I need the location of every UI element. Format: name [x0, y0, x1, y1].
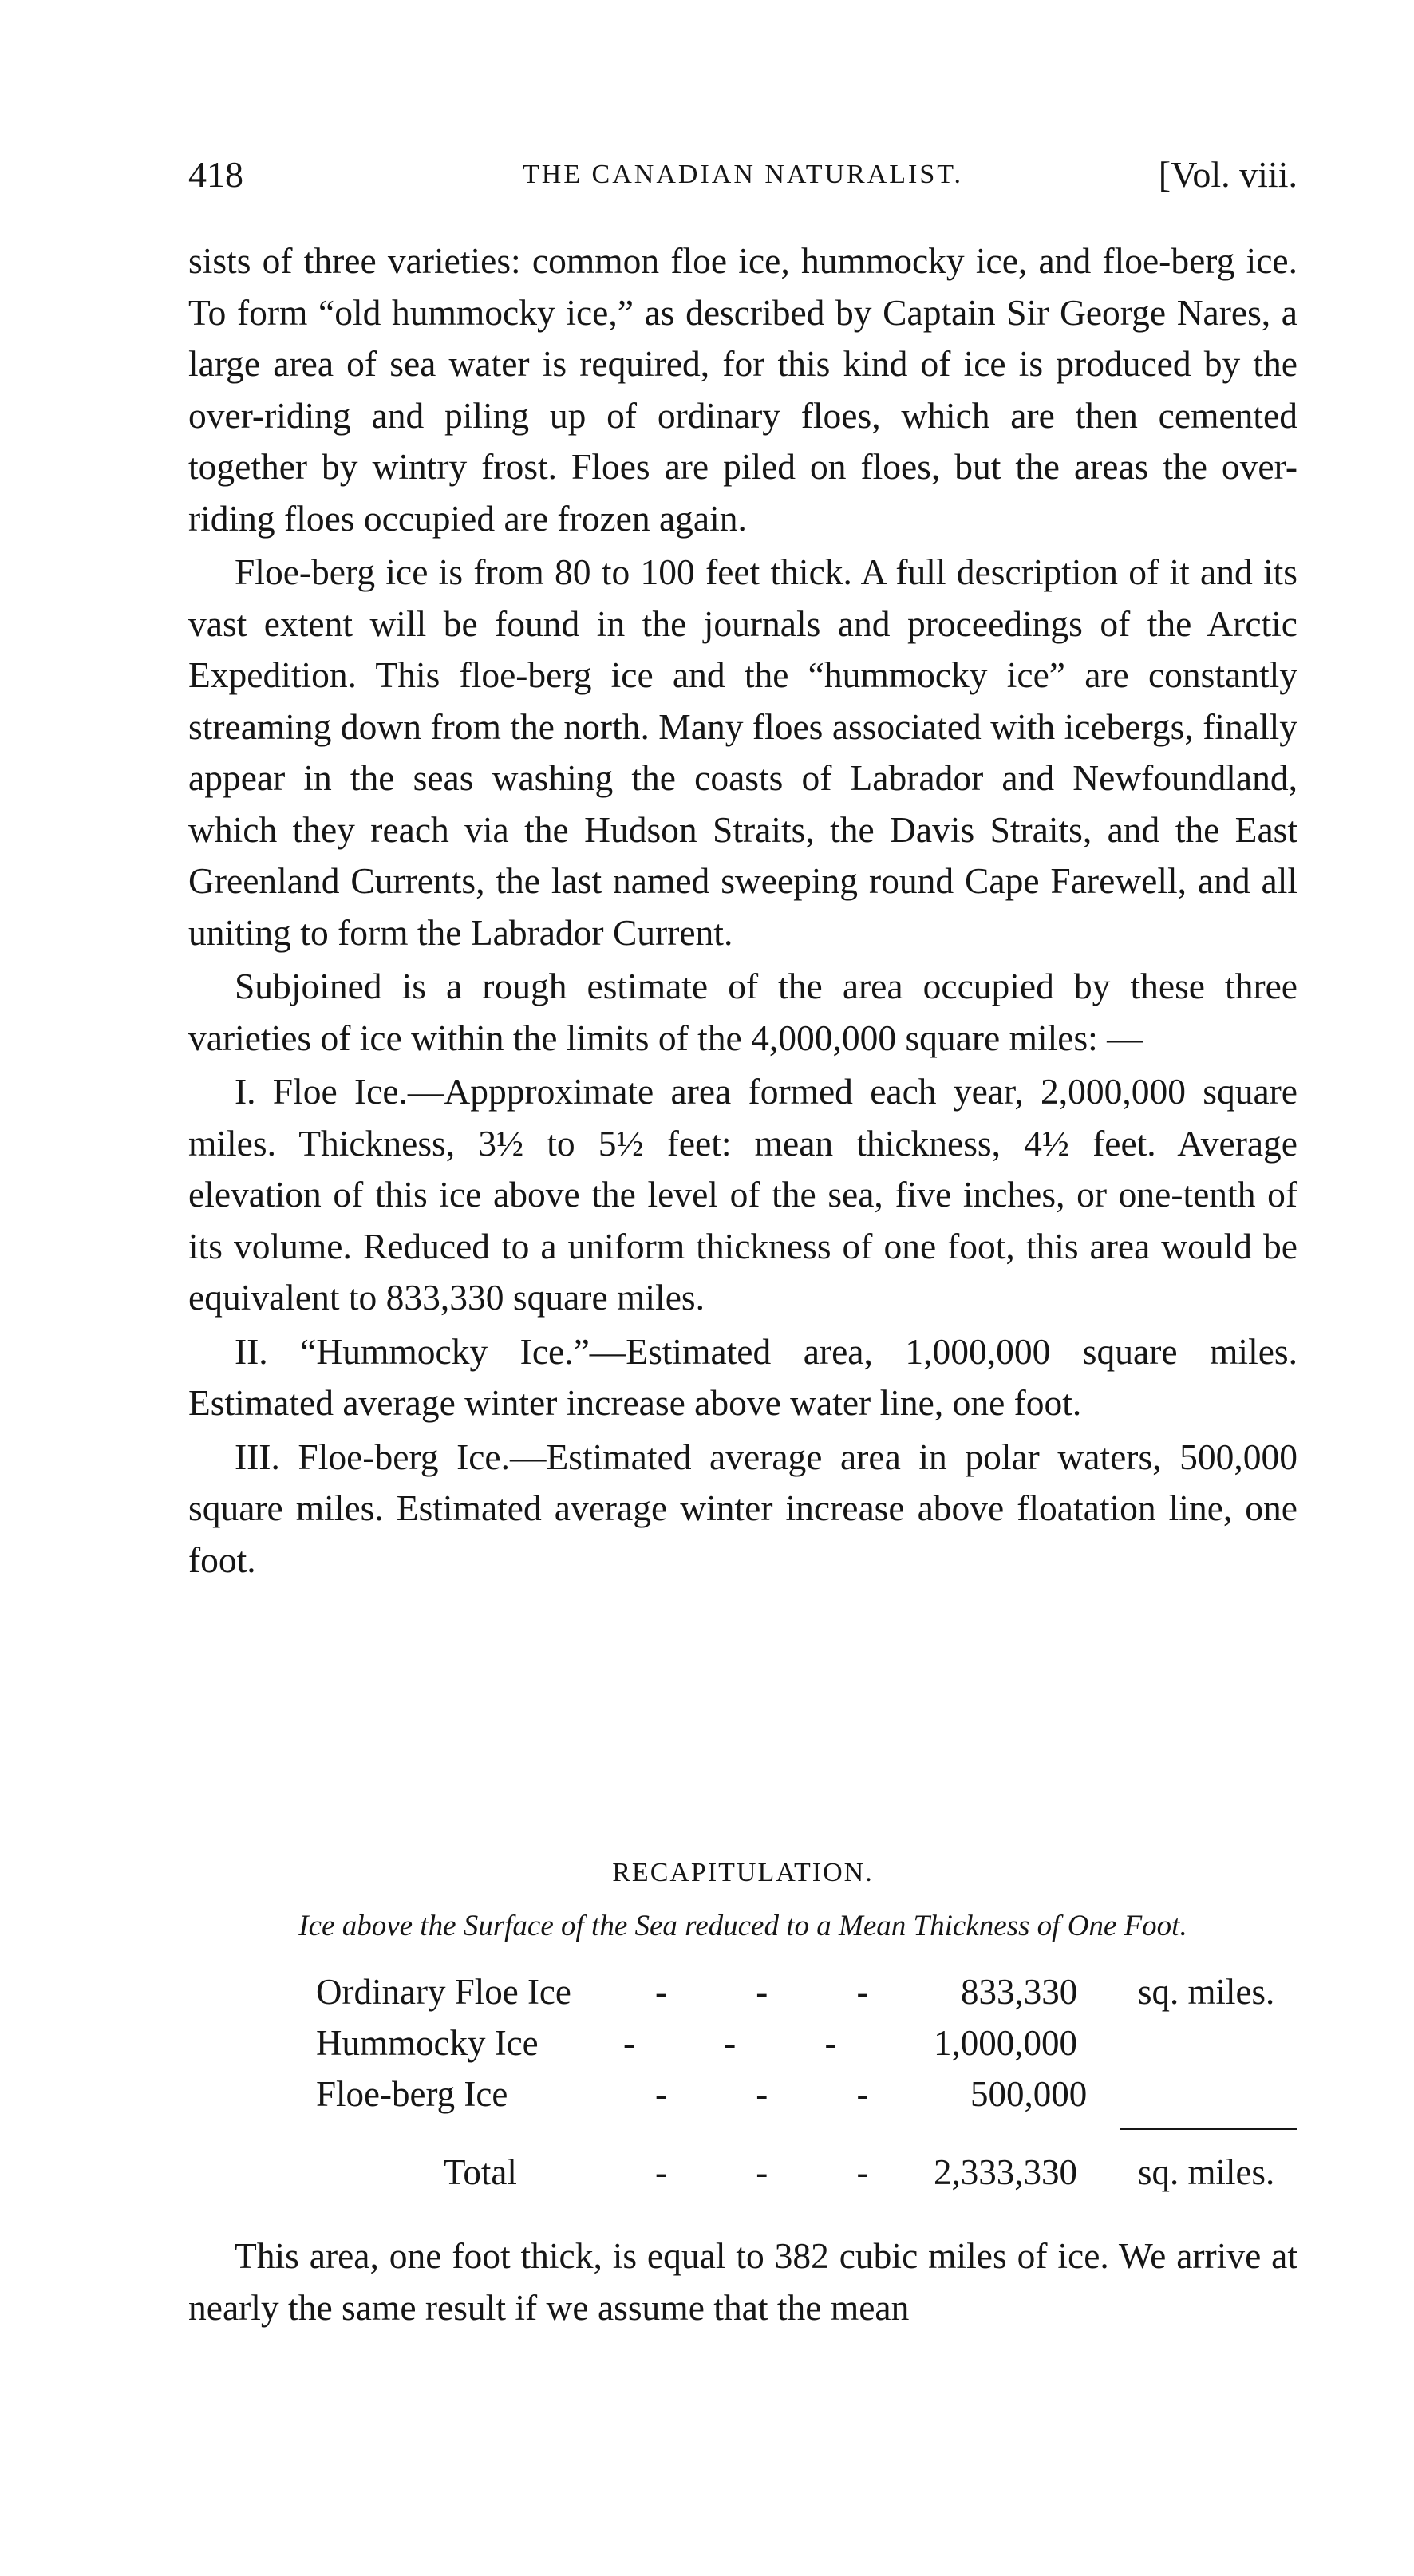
- body-text: [188, 235, 1297, 1588]
- closing-text: [188, 2230, 1297, 2333]
- table-row: [188, 2022, 1297, 2072]
- total-row: [188, 2151, 1297, 2201]
- paragraph-hummocky-ice: II. “Hummocky Ice.”—Estimated area, 1,000,000 square miles. Estimated average winter increase above water line, one foot.: [188, 1330, 1297, 1423]
- paragraph-floe-berg: Floe-berg ice is from 80 to 100 feet thick. A full description of it and its vast extent will be found in the journals and proceedings of the Arctic Expedition. This floe-berg ice and the “hummocky ice” are constantly streaming down from the north. Many floes associated with icebergs, finally appear in the seas washing the coasts of Labrador and Newfoundland, which they reach via the Hudson Straits, the Davis Straits, and the East Greenland Currents, the last named sweeping round Cape Farewell, and all uniting to form the Labrador Current.: [188, 551, 1297, 953]
- total-unit: sq. miles.: [1138, 2152, 1275, 2192]
- volume-label: [Vol. viii.: [1158, 154, 1297, 195]
- row-label: Hummocky Ice: [316, 2023, 539, 2063]
- row-label: Ordinary Floe Ice: [316, 1972, 571, 2012]
- table-row: [188, 2073, 1297, 2123]
- total-value: 2,333,330: [934, 2152, 1077, 2192]
- total-label: Total: [444, 2152, 517, 2192]
- paragraph-estimate-intro: Subjoined is a rough estimate of the area occupied by these three varieties of ice within the limits of the 4,000,000 square miles: —: [188, 966, 1297, 1058]
- recapitulation-title: RECAPITULATION.: [612, 1858, 874, 1887]
- row-value: 1,000,000: [934, 2023, 1077, 2063]
- page-header: [188, 153, 1297, 209]
- recapitulation-subtitle: Ice above the Surface of the Sea reduced to a Mean Thickness of One Foot.: [298, 1910, 1187, 1942]
- paragraph-floe-ice: I. Floe Ice.—Appproximate area formed each year, 2,000,000 square miles. Thickness, 3½ to 5½ feet: mean thickness, 4½ feet. Average elevation of this ice above the level of the sea, five inches, or one-tenth of its volume. Reduced to a uniform thickness of one foot, this area would be equivalent to 833,330 square miles.: [188, 1071, 1297, 1318]
- paragraph-closing: This area, one foot thick, is equal to 382 cubic miles of ice. We arrive at nearly the same result if we assume that the mean: [188, 2235, 1297, 2328]
- table-row: [188, 1971, 1297, 2021]
- row-unit: sq. miles.: [1138, 1972, 1275, 2012]
- total-leader: - - -: [655, 2152, 909, 2192]
- row-label: Floe-berg Ice: [316, 2074, 508, 2114]
- row-leader: - - -: [655, 2074, 909, 2114]
- total-rule: [1120, 2128, 1297, 2130]
- running-title: THE CANADIAN NATURALIST.: [522, 160, 964, 189]
- page-number: 418: [188, 154, 243, 195]
- row-leader: - - -: [623, 2023, 877, 2063]
- row-value: 833,330: [961, 1972, 1078, 2012]
- row-leader: - - -: [655, 1972, 909, 2012]
- row-value: 500,000: [970, 2074, 1088, 2114]
- paragraph-continuation: sists of three varieties: common floe ice, hummocky ice, and floe-berg ice. To form “old hummocky ice,” as described by Captain Sir George Nares, a large area of sea water is required, for this kind of ice is produced by the over-riding and piling up of ordinary floes, which are then cemented together by wintry frost. Floes are piled on floes, but the areas the over-riding floes occupied are frozen again.: [188, 240, 1297, 539]
- paragraph-floe-berg-ice: III. Floe-berg Ice.—Estimated average area in polar waters, 500,000 square miles. Estimated average winter increase above floatation line, one foot.: [188, 1436, 1297, 1580]
- recapitulation-table: [188, 1971, 1297, 2258]
